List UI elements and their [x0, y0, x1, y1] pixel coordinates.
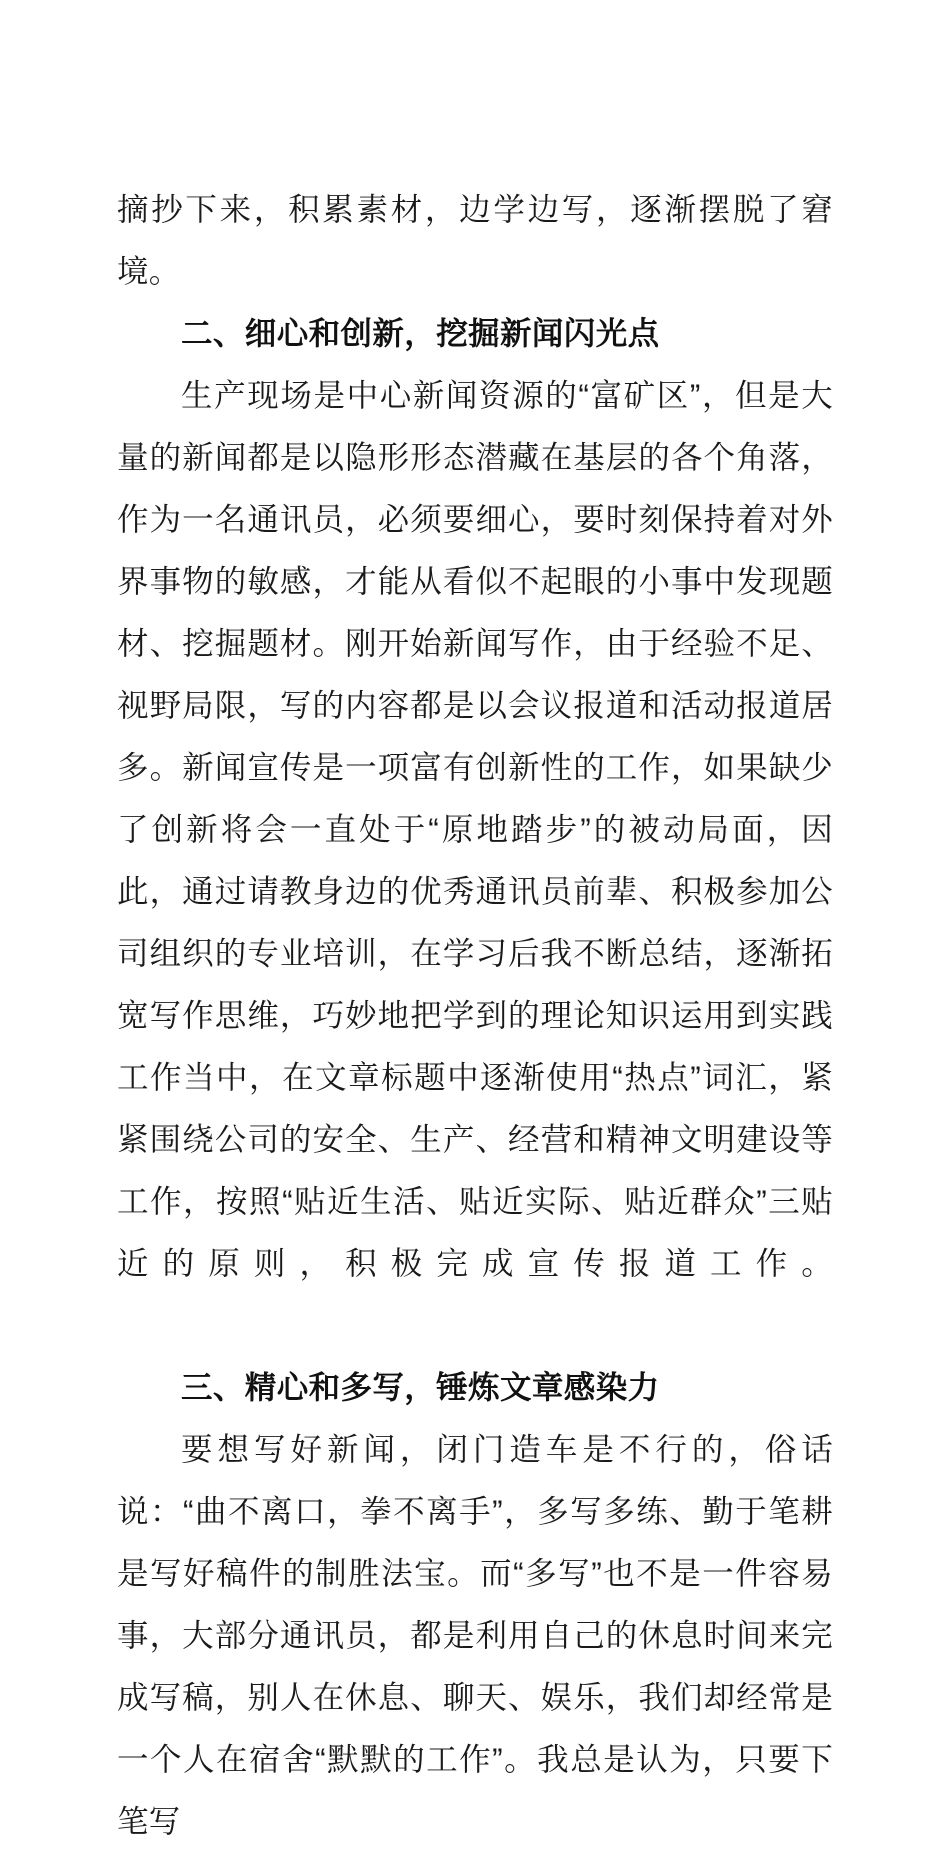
document-text-body	[117, 178, 833, 1852]
section-heading-two: 二、细心和创新，挖掘新闻闪光点	[181, 315, 660, 351]
section-heading-three: 三、精心和多写，锤炼文章感染力	[181, 1369, 660, 1405]
paragraph-section-two-body: 生产现场是中心新闻资源的“富矿区”，但是大量的新闻都是以隐形形态潜藏在基层的各个角落，作为一名通讯员，必须要细心，要时刻保持着对外界事物的敏感，才能从看似不起眼的小事中发现题材、挖掘题材。刚开始新闻写作，由于经验不足、视野局限，写的内容都是以会议报道和活动报道居多。新闻宣传是一项富有创新性的工作，如果缺少了创新将会一直处于“原地踏步”的被动局面，因此，通过请教身边的优秀通讯员前辈、积极参加公司组织的专业培训，在学习后我不断总结，逐渐拓宽写作思维，巧妙地把学到的理论知识运用到实践工作当中，在文章标题中逐渐使用“热点”词汇，紧紧围绕公司的安全、生产、经营和精神文明建设等工作，按照“贴近生活、贴近实际、贴近群众”三贴近的原则，积极完成宣传报道工作。	[117, 377, 833, 1281]
paragraph-continuation: 摘抄下来，积累素材，边学边写，逐渐摆脱了窘境。	[117, 191, 833, 289]
paragraph-section-three-body: 要想写好新闻，闭门造车是不行的，俗话说：“曲不离口，拳不离手”，多写多练、勤于笔耕是写好稿件的制胜法宝。而“多写”也不是一件容易事，大部分通讯员，都是利用自己的休息时间来完成写稿，别人在休息、聊天、娱乐，我们却经常是一个人在宿舍“默默的工作”。我总是认为，只要下笔写	[117, 1431, 833, 1839]
